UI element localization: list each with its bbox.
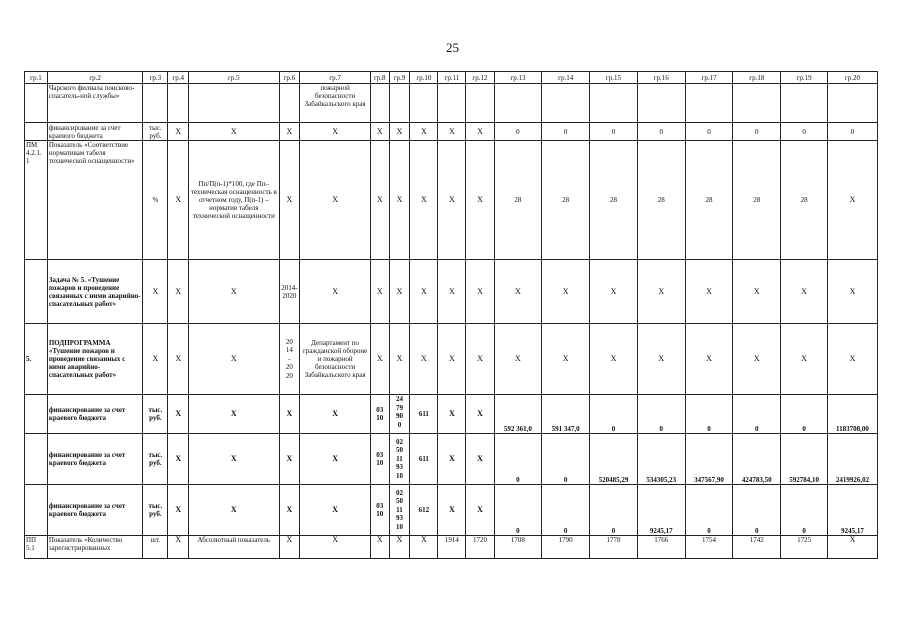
cell-line: 93 [395, 463, 403, 472]
table-cell [389, 84, 410, 123]
table-cell [168, 84, 189, 123]
table-cell [25, 434, 48, 485]
table-cell: X [685, 260, 733, 324]
table-cell: X [189, 123, 279, 141]
table-cell: 520485,29 [590, 434, 638, 485]
table-cell [590, 84, 638, 123]
table-cell: X [279, 123, 300, 141]
table-cell: финансирование за счет краевого бюджета [47, 395, 143, 434]
table-cell: 1720 [466, 536, 494, 559]
table-cell: 28 [494, 141, 542, 260]
program-table [24, 71, 878, 559]
cell-line: 79 [395, 403, 403, 412]
table-cell: X [189, 260, 279, 324]
table-cell: X [168, 141, 189, 260]
table-cell: X [590, 324, 638, 395]
column-header: гр.7 [300, 72, 371, 84]
table-cell: финансирование за счет краевого бюджета [47, 485, 143, 536]
table-row [25, 84, 878, 123]
table-cell: X [466, 141, 494, 260]
table-cell: финансирование за счет краевого бюджета [47, 434, 143, 485]
cell-line: 10 [395, 471, 403, 480]
table-cell: X [410, 123, 438, 141]
cell-line: 20 [285, 337, 293, 346]
table-cell [25, 84, 48, 123]
table-cell: 1914 [438, 536, 466, 559]
cell-line: 02 [395, 488, 403, 497]
table-cell [25, 395, 48, 434]
table-cell: X [542, 324, 590, 395]
column-header: гр.19 [781, 72, 828, 84]
table-cell: X [389, 141, 410, 260]
cell-line: - [288, 354, 291, 363]
table-cell: X [370, 324, 389, 395]
table-cell: X [542, 260, 590, 324]
table-cell: X [466, 260, 494, 324]
table-cell: 0 [637, 123, 685, 141]
table-cell: X [300, 434, 371, 485]
column-header: гр.9 [389, 72, 410, 84]
cell-line: 14 [285, 346, 293, 355]
table-cell: 1183708,00 [827, 395, 877, 434]
table-cell: X [189, 434, 279, 485]
cell-line: 93 [395, 514, 403, 523]
cell-line: 11 [396, 454, 403, 463]
table-cell: X [438, 485, 466, 536]
cell-line: 11 [396, 505, 403, 514]
table-cell: X [590, 260, 638, 324]
cell-line: 10 [376, 414, 384, 422]
table-cell: 592784,10 [781, 434, 828, 485]
table-cell [279, 324, 300, 395]
table-cell: Задача № 5. «Тушение пожаров и проведение связанных с ними аварийно-спасательных работ» [47, 260, 143, 324]
table-cell [542, 84, 590, 123]
table-cell: ПП 5.1 [25, 536, 48, 559]
cell-line: 24 [395, 395, 403, 403]
table-cell: X [827, 260, 877, 324]
table-cell [370, 84, 389, 123]
table-cell: X [494, 324, 542, 395]
table-cell: 2014-2020 [279, 260, 300, 324]
column-header: гр.11 [438, 72, 466, 84]
table-cell: X [637, 324, 685, 395]
table-cell [466, 84, 494, 123]
table-cell: Департамент по гражданской обороне и пожарной безопасности Забайкальского края [300, 324, 371, 395]
column-header: гр.13 [494, 72, 542, 84]
table-cell: 612 [410, 485, 438, 536]
table-cell: X [827, 141, 877, 260]
table-cell: 0 [781, 485, 828, 536]
table-cell: тыс. руб. [143, 485, 168, 536]
table-cell: X [189, 485, 279, 536]
table-cell [370, 395, 389, 434]
table-cell: Показатель «Соответствие нормативам табеля технической оснащенности» [47, 141, 143, 260]
table-cell: 1754 [685, 536, 733, 559]
table-cell: 1708 [494, 536, 542, 559]
table-cell: X [279, 434, 300, 485]
table-cell: X [168, 260, 189, 324]
table-cell: X [168, 434, 189, 485]
table-cell: X [827, 536, 877, 559]
table-cell [410, 84, 438, 123]
table-cell: 0 [590, 395, 638, 434]
table-cell: X [466, 485, 494, 536]
table-row [25, 260, 878, 324]
table-cell: 0 [781, 395, 828, 434]
table-cell: Чарского филиала поисково-спасатель-ной службы» [47, 84, 143, 123]
cell-line: 20 [285, 363, 293, 372]
column-header: гр.20 [827, 72, 877, 84]
table-cell: 0 [494, 123, 542, 141]
table-cell: тыс. руб. [143, 395, 168, 434]
table-cell: 591 347,0 [542, 395, 590, 434]
table-cell: X [466, 395, 494, 434]
table-cell: 28 [637, 141, 685, 260]
table-cell [25, 485, 48, 536]
table-cell: X [168, 395, 189, 434]
table-cell: 0 [685, 485, 733, 536]
column-header: гр.1 [25, 72, 48, 84]
table-cell: 0 [733, 123, 781, 141]
table-cell: 592 361,0 [494, 395, 542, 434]
table-cell: X [370, 123, 389, 141]
page-number: 25 [446, 40, 459, 55]
table-cell [25, 260, 48, 324]
table-cell: 0 [685, 123, 733, 141]
column-header: гр.6 [279, 72, 300, 84]
table-row [25, 395, 878, 434]
cell-line: 03 [376, 450, 384, 459]
table-cell [189, 84, 279, 123]
table-cell: X [410, 324, 438, 395]
table-cell: 0 [542, 123, 590, 141]
table-cell: 347567,90 [685, 434, 733, 485]
table-cell [438, 84, 466, 123]
table-cell [827, 84, 877, 123]
cell-line: 50 [395, 497, 403, 506]
table-cell [143, 84, 168, 123]
table-cell: X [189, 324, 279, 395]
table-cell: X [466, 324, 494, 395]
table-cell: X [168, 536, 189, 559]
table-cell: 28 [542, 141, 590, 260]
table-cell: X [300, 536, 371, 559]
table-cell [370, 434, 389, 485]
cell-line: 10 [395, 522, 403, 531]
table-cell [279, 84, 300, 123]
cell-line: 03 [376, 405, 384, 414]
cell-line: 90 [395, 412, 403, 420]
table-cell: X [279, 141, 300, 260]
table-cell [370, 485, 389, 536]
table-cell: X [300, 141, 371, 260]
table-cell: X [466, 123, 494, 141]
table-cell: X [827, 324, 877, 395]
column-header: гр.12 [466, 72, 494, 84]
table-cell: финансирование за счет краевого бюджета [47, 123, 143, 141]
table-cell: 1778 [590, 536, 638, 559]
table-cell: X [410, 141, 438, 260]
table-cell: X [438, 395, 466, 434]
table-cell: 9245,17 [637, 485, 685, 536]
table-cell: X [168, 485, 189, 536]
table-cell [637, 84, 685, 123]
column-header: гр.16 [637, 72, 685, 84]
table-cell: X [733, 260, 781, 324]
table-cell: X [637, 260, 685, 324]
column-header: гр.4 [168, 72, 189, 84]
table-cell: 0 [590, 123, 638, 141]
cell-line: 10 [376, 510, 384, 518]
table-cell: 0 [542, 485, 590, 536]
table-cell: 611 [410, 434, 438, 485]
table-cell: X [389, 123, 410, 141]
table-row [25, 123, 878, 141]
table-cell [389, 485, 410, 536]
table-cell: X [300, 395, 371, 434]
table-cell: 9245,17 [827, 485, 877, 536]
table-cell: X [279, 536, 300, 559]
table-cell: X [466, 434, 494, 485]
cell-line: 03 [376, 501, 384, 510]
table-cell: X [389, 324, 410, 395]
table-cell: шт. [143, 536, 168, 559]
table-cell: 28 [685, 141, 733, 260]
table-cell: X [143, 260, 168, 324]
header-row [25, 72, 878, 84]
table-row [25, 141, 878, 260]
table-cell: X [685, 324, 733, 395]
table-cell: X [168, 324, 189, 395]
table-cell: 534305,23 [637, 434, 685, 485]
table-cell: 0 [637, 395, 685, 434]
table-cell: X [143, 324, 168, 395]
table-cell: ПМ 4.2.1. 1 [25, 141, 48, 260]
column-header: гр.5 [189, 72, 279, 84]
table-cell [389, 434, 410, 485]
table-cell: 611 [410, 395, 438, 434]
table-row [25, 485, 878, 536]
table-cell: X [389, 536, 410, 559]
table-cell: Пп/П(n-1)*100, где Пп–техническая оснащенность в отчетном году, П(n-1) –норматив табеля технической оснащенности [189, 141, 279, 260]
table-cell: X [410, 536, 438, 559]
table-cell: 0 [494, 434, 542, 485]
table-cell: X [279, 395, 300, 434]
table-cell: 0 [590, 485, 638, 536]
table-cell: X [438, 434, 466, 485]
table-cell: % [143, 141, 168, 260]
table-cell: X [494, 260, 542, 324]
table-cell: X [279, 485, 300, 536]
column-header: гр.8 [370, 72, 389, 84]
table-cell: X [300, 123, 371, 141]
table-cell: X [733, 324, 781, 395]
table-cell: X [370, 141, 389, 260]
table-cell: 1725 [781, 536, 828, 559]
column-header: гр.10 [410, 72, 438, 84]
table-cell: X [370, 260, 389, 324]
column-header: гр.14 [542, 72, 590, 84]
table-cell: 0 [733, 395, 781, 434]
table-cell: 1742 [733, 536, 781, 559]
table-cell: X [781, 324, 828, 395]
table-cell: пожарной безопасности Забайкальского края [300, 84, 371, 123]
table-cell: X [438, 260, 466, 324]
table-cell: X [781, 260, 828, 324]
table-cell: 0 [733, 485, 781, 536]
table-cell: 0 [781, 123, 828, 141]
table-cell: 1766 [637, 536, 685, 559]
table-cell: тыс. руб. [143, 123, 168, 141]
column-header: гр.18 [733, 72, 781, 84]
table-row [25, 434, 878, 485]
table-cell: тыс. руб. [143, 434, 168, 485]
table-cell [781, 84, 828, 123]
table-cell: 0 [685, 395, 733, 434]
table-cell: 424783,50 [733, 434, 781, 485]
table-cell: Показатель «Количество зарегистрированных [47, 536, 143, 559]
table-cell: X [389, 260, 410, 324]
table-cell: X [300, 485, 371, 536]
table-cell: 28 [781, 141, 828, 260]
table-cell: 28 [590, 141, 638, 260]
cell-line: 02 [395, 437, 403, 446]
table-cell [733, 84, 781, 123]
table-cell: X [168, 123, 189, 141]
table-cell: 1790 [542, 536, 590, 559]
table-cell: 5. [25, 324, 48, 395]
table-cell [389, 395, 410, 434]
column-header: гр.3 [143, 72, 168, 84]
table-cell: X [410, 260, 438, 324]
table-cell: X [300, 260, 371, 324]
cell-line: 50 [395, 446, 403, 455]
cell-line: 0 [397, 420, 402, 429]
cell-line: 20 [285, 371, 293, 380]
cell-line: 10 [376, 459, 384, 467]
table-cell: 0 [494, 485, 542, 536]
column-header: гр.17 [685, 72, 733, 84]
column-header: гр.2 [47, 72, 143, 84]
table-cell: 28 [733, 141, 781, 260]
table-cell: X [370, 536, 389, 559]
table-cell [494, 84, 542, 123]
table-cell [685, 84, 733, 123]
table-cell: Абсолютный показатель [189, 536, 279, 559]
table-cell: 2419926,02 [827, 434, 877, 485]
table-cell: X [189, 395, 279, 434]
table-row [25, 536, 878, 559]
table-row [25, 324, 878, 395]
table-cell [25, 123, 48, 141]
table-cell: 0 [542, 434, 590, 485]
table-cell: 0 [827, 123, 877, 141]
column-header: гр.15 [590, 72, 638, 84]
table-cell: ПОДПРОГРАММА «Тушение пожаров и проведение связанных с ними аварийно-спасательных работ» [47, 324, 143, 395]
table-cell: X [438, 324, 466, 395]
table-cell: X [438, 123, 466, 141]
table-cell: X [438, 141, 466, 260]
